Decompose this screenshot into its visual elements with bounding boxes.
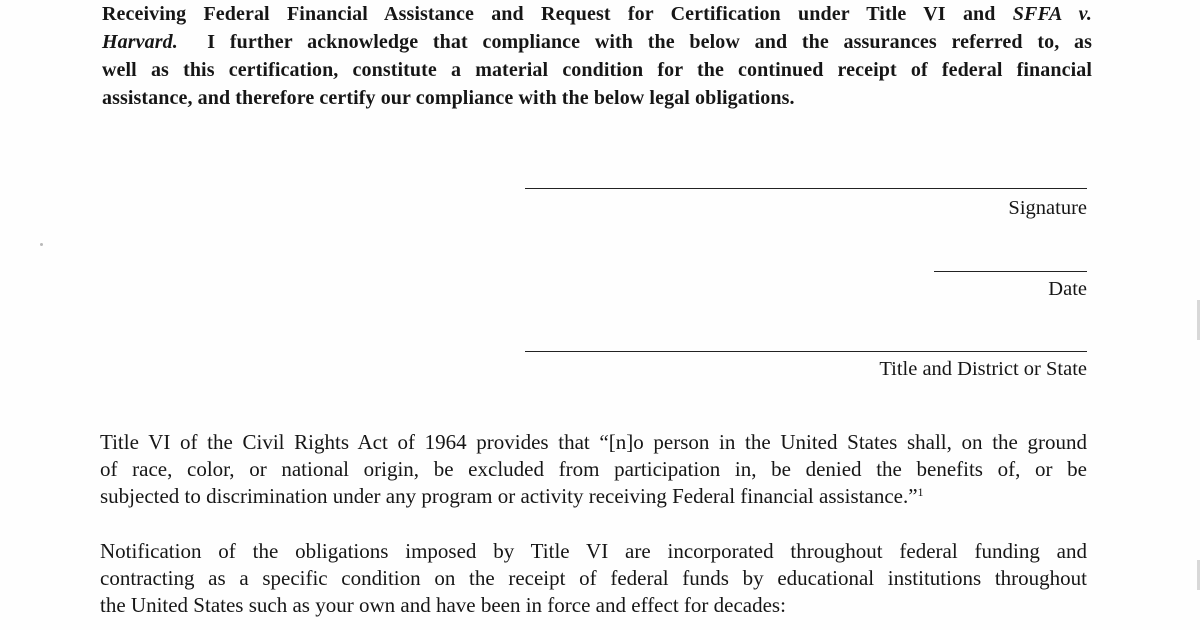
date-label: Date (1048, 278, 1087, 300)
notification-paragraph (100, 538, 1087, 619)
intro-line-2: Harvard. I further acknowledge that compliance with the below and the assurances referred to, as (102, 31, 1092, 53)
certification-paragraph (102, 0, 1092, 112)
footnote-marker[interactable]: 1 (917, 485, 924, 499)
notification-line-3: the United States such as your own and have been in force and effect for decades: (100, 593, 786, 617)
title-vi-paragraph (100, 429, 1087, 510)
title-line (525, 351, 1087, 352)
notification-line-1: Notification of the obligations imposed by Title VI are incorporated throughout federal funding and (100, 539, 1087, 563)
signature-line (525, 188, 1087, 189)
intro-line-4: assistance, and therefore certify our compliance with the below legal obligations. (102, 87, 795, 109)
title-vi-line-3: subjected to discrimination under any program or activity receiving Federal financial assistance.”$^1$ (100, 484, 924, 508)
intro-line-3: well as this certification, constitute a material condition for the continued receipt of federal financial (102, 59, 1092, 81)
case-name-part-2: Harvard. (102, 31, 178, 53)
title-label: Title and District or State (879, 358, 1087, 380)
date-line (934, 271, 1087, 272)
case-name-part-1: SFFA v. (1012, 3, 1092, 25)
signature-label: Signature (1008, 197, 1087, 219)
intro-line-1: Receiving Federal Financial Assistance and Request for Certification under Title VI and SFFA v. (102, 3, 1092, 25)
notification-line-2: contracting as a specific condition on the receipt of federal funds by educational institutions throughout (100, 566, 1087, 590)
title-vi-line-1: Title VI of the Civil Rights Act of 1964 provides that “[n]o person in the United States shall, on the ground (100, 430, 1087, 454)
title-vi-line-2: of race, color, or national origin, be excluded from participation in, be denied the benefits of, or be (100, 457, 1087, 481)
scan-speck (40, 243, 43, 246)
